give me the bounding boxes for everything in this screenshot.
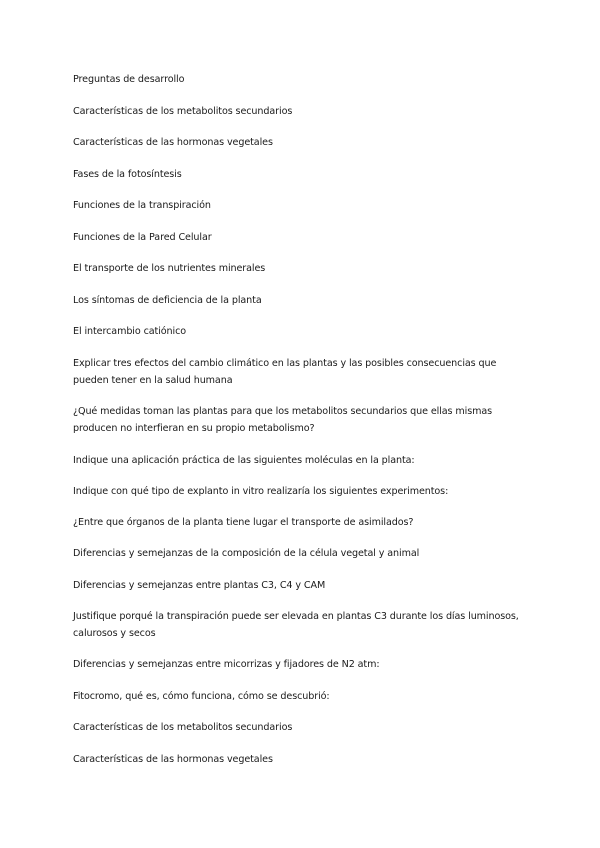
question-item: Características de las hormonas vegetales: [73, 754, 273, 765]
question-item: Diferencias y semejanzas entre micorrizas y fijadores de N2 atm:: [73, 659, 380, 670]
question-item: Indique una aplicación práctica de las siguientes moléculas en la planta:: [73, 455, 415, 466]
question-item: ¿Entre que órganos de la planta tiene lugar el transporte de asimilados?: [73, 517, 414, 528]
question-item: Características de los metabolitos secundarios: [73, 106, 293, 117]
question-item: El intercambio catiónico: [73, 326, 187, 337]
question-item: Diferencias y semejanzas de la composición de la célula vegetal y animal: [73, 548, 420, 559]
question-item: Funciones de la Pared Celular: [73, 232, 212, 243]
question-item: Explicar tres efectos del cambio climático en las plantas y las posibles consecuencias que pueden tener en la salud humana: [73, 358, 497, 386]
question-item: Características de las hormonas vegetales: [73, 137, 273, 148]
heading-preguntas-de-desarrollo: Preguntas de desarrollo: [73, 74, 185, 85]
question-item: El transporte de los nutrientes minerales: [73, 263, 266, 274]
question-item: Funciones de la transpiración: [73, 200, 211, 211]
question-item: Indique con qué tipo de explanto in vitro realizaría los siguientes experimentos:: [73, 486, 449, 497]
question-item: ¿Qué medidas toman las plantas para que los metabolitos secundarios que ellas mismas producen no interfieran en su propio metabolismo?: [73, 406, 493, 434]
question-item: Fases de la fotosíntesis: [73, 169, 182, 180]
question-item: Fitocromo, qué es, cómo funciona, cómo se descubrió:: [73, 691, 330, 702]
question-item: Diferencias y semejanzas entre plantas C3, C4 y CAM: [73, 580, 326, 591]
question-item: Los síntomas de deficiencia de la planta: [73, 295, 262, 306]
question-item: Justifique porqué la transpiración puede ser elevada en plantas C3 durante los días luminosos, calurosos y secos: [73, 611, 519, 639]
question-item: Características de los metabolitos secundarios: [73, 722, 293, 733]
